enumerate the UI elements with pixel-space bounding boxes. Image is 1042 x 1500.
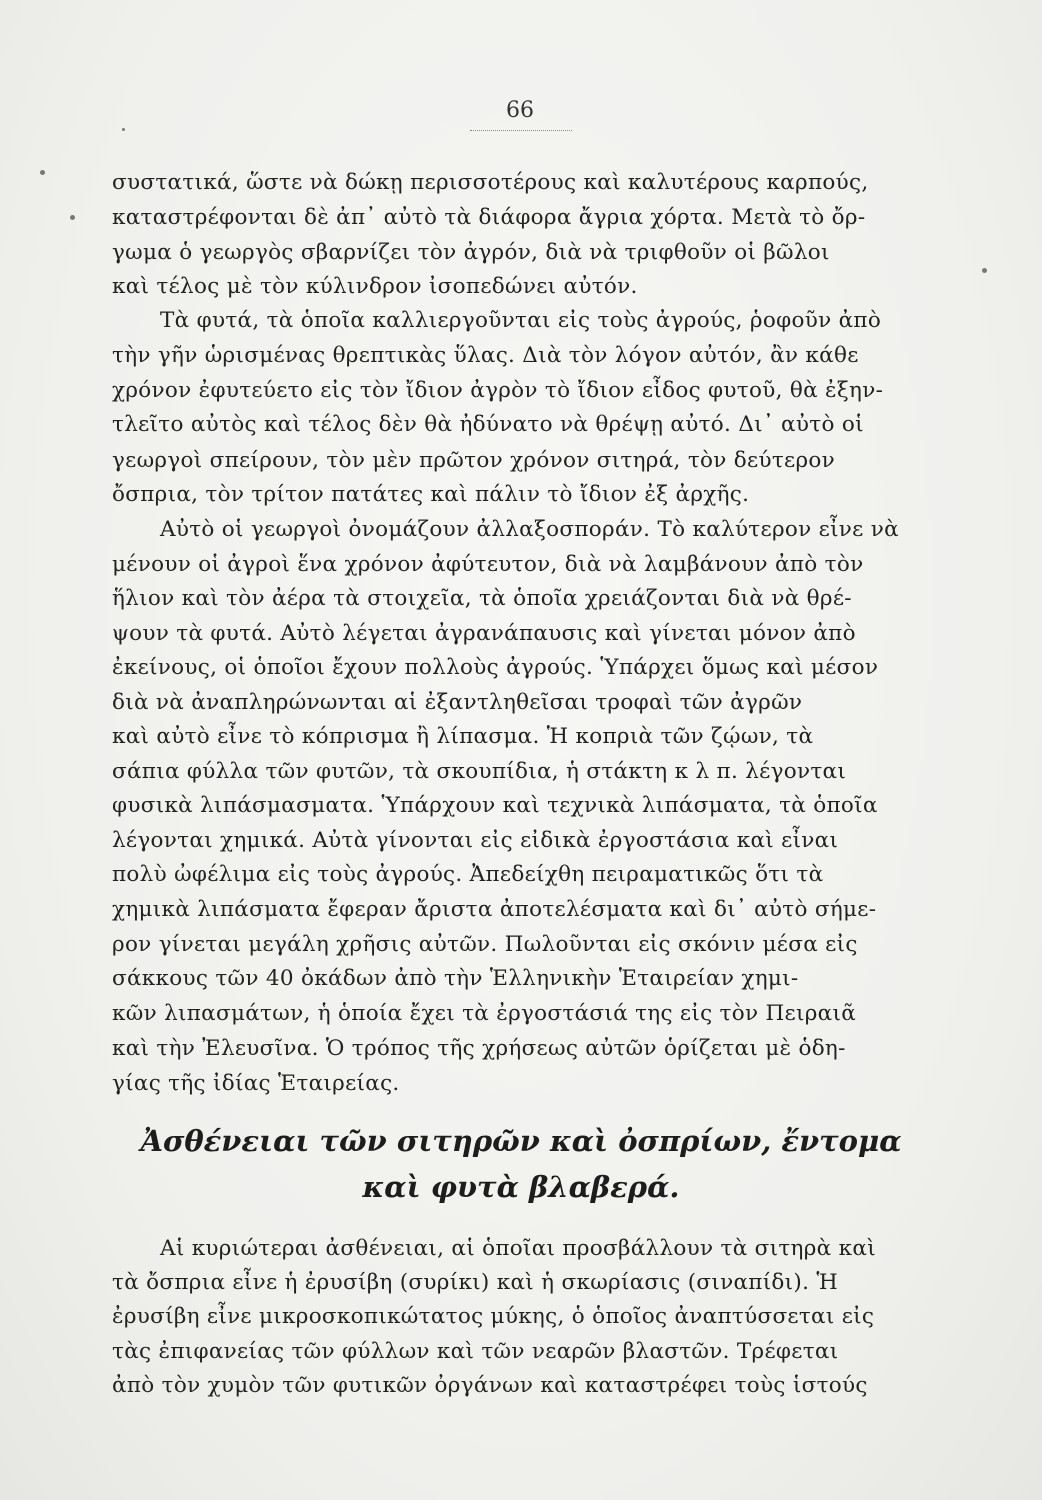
text-line: σάπια φύλλα τῶν φυτῶν, τὰ σκουπίδια, ἡ στάκτη κ λ π. λέγονται [112,759,847,784]
text-line: γίας τῆς ἰδίας Ἑταιρείας. [112,1071,400,1096]
page-number: 66 [506,98,534,123]
text-line: ρον γίνεται μεγάλη χρῆσις αὐτῶν. Πωλοῦνται εἰς σκόνιν μέσα εἰς [112,932,858,957]
text-line: ἀπὸ τὸν χυμὸν τῶν φυτικῶν ὀργάνων καὶ καταστρέφει τοὺς ἱστούς [112,1373,868,1398]
text-line: ἐρυσίβη εἶνε μικροσκοπικώτατος μύκης, ὁ ὁποῖος ἀναπτύσσεται εἰς [112,1304,875,1329]
text-line: χρόνον ἐφυτεύετο εἰς τὸν ἴδιον ἀγρὸν τὸ ἴδιον εἶδος φυτοῦ, θὰ ἐξην- [112,378,884,403]
scan-speck [70,215,75,220]
text-line: Τὰ φυτά, τὰ ὁποῖα καλλιεργοῦνται εἰς τοὺς ἀγρούς, ῥοφοῦν ἀπὸ [160,308,882,333]
scan-speck [40,170,45,175]
text-line: συστατικά, ὥστε νὰ δώκῃ περισσοτέρους καὶ καλυτέρους καρπούς, [112,170,869,195]
text-line: γωμα ὁ γεωργὸς σβαρνίζει τὸν ἀγρόν, διὰ νὰ τριφθοῦν οἱ βῶλοι [112,240,830,265]
text-line: μένουν οἱ ἀγροὶ ἕνα χρόνον ἀφύτευτον, διὰ νὰ λαμβάνουν ἀπὸ τὸν [112,552,864,577]
text-line: ἥλιον καὶ τὸν ἀέρα τὰ στοιχεῖα, τὰ ὁποῖα χρειάζονται διὰ νὰ θρέ- [112,586,852,611]
text-line: καὶ αὐτὸ εἶνε τὸ κόπρισμα ἢ λίπασμα. Ἡ κοπριὰ τῶν ζῴων, τὰ [112,724,814,749]
text-line: γεωργοὶ σπείρουν, τὸν μὲν πρῶτον χρόνον σιτηρά, τὸν δεύτερον [112,448,836,473]
text-line: κῶν λιπασμάτων, ἡ ὁποία ἔχει τὰ ἐργοστάσιά της εἰς τὸν Πειραιᾶ [112,1001,857,1026]
text-line: Αὐτὸ οἱ γεωργοὶ ὀνομάζουν ἀλλαξοσποράν. Τὸ καλύτερον εἶνε νὰ [160,517,899,542]
text-line: καὶ τὴν Ἐλευσῖνα. Ὁ τρόπος τῆς χρήσεως αὐτῶν ὁρίζεται μὲ ὁδη- [112,1036,846,1061]
text-line: χημικὰ λιπάσματα ἔφεραν ἄριστα ἀποτελέσματα καὶ δι᾿ αὐτὸ σήμε- [112,897,877,922]
text-line: τλεῖτο αὐτὸς καὶ τέλος δὲν θὰ ἠδύνατο νὰ θρέψῃ αὐτό. Δι᾿ αὐτὸ οἱ [112,412,864,437]
text-line: διὰ νὰ ἀναπληρώνωνται αἱ ἐξαντληθεῖσαι τροφαὶ τῶν ἀγρῶν [112,690,803,715]
text-line: πολὺ ὠφέλιμα εἰς τοὺς ἀγρούς. Ἀπεδείχθη πειραματικῶς ὅτι τὰ [112,862,824,887]
text-line: τὰς ἐπιφανείας τῶν φύλλων καὶ τῶν νεαρῶν βλαστῶν. Τρέφεται [112,1339,839,1364]
text-line: τὰ ὄσπρια εἶνε ἡ ἐρυσίβη (συρίκι) καὶ ἡ σκωρίασις (σιναπίδι). Ἡ [112,1270,838,1295]
text-line: ὄσπρια, τὸν τρίτον πατάτες καὶ πάλιν τὸ ἴδιον ἐξ ἀρχῆς. [112,482,750,507]
text-line: Αἱ κυριώτεραι ἀσθένειαι, αἱ ὁποῖαι προσβάλλουν τὰ σιτηρὰ καὶ [160,1236,876,1261]
scan-speck [982,268,987,273]
text-line: σάκκους τῶν 40 ὀκάδων ἀπὸ τὴν Ἑλληνικὴν Ἑταιρείαν χημι- [112,966,799,991]
scan-speck [122,128,125,131]
page-number-rule [470,130,572,131]
section-heading: Ἀσθένειαι τῶν σιτηρῶν καὶ ὀσπρίων, ἔντομα [140,1124,902,1158]
text-line: καταστρέφονται δὲ ἀπ᾿ αὐτὸ τὰ διάφορα ἄγρια χόρτα. Μετὰ τὸ ὄρ- [112,205,866,230]
text-line: ψουν τὰ φυτά. Αὐτὸ λέγεται ἀγρανάπαυσις καὶ γίνεται μόνον ἀπὸ [112,621,856,646]
section-heading: καὶ φυτὰ βλαβερά. [362,1170,680,1204]
text-line: λέγονται χημικά. Αὐτὰ γίνονται εἰς εἰδικὰ ἐργοστάσια καὶ εἶναι [112,828,839,853]
text-line: φυσικὰ λιπάσμασματα. Ὑπάρχουν καὶ τεχνικὰ λιπάσματα, τὰ ὁποῖα [112,793,878,818]
text-line: ἐκείνους, οἱ ὁποῖοι ἔχουν πολλοὺς ἀγρούς. Ὑπάρχει ὅμως καὶ μέσον [112,655,879,680]
text-line: τὴν γῆν ὡρισμένας θρεπτικὰς ὕλας. Διὰ τὸν λόγον αὐτόν, ἂν κάθε [112,343,859,368]
text-line: καὶ τέλος μὲ τὸν κύλινδρον ἰσοπεδώνει αὐτόν. [112,274,638,299]
